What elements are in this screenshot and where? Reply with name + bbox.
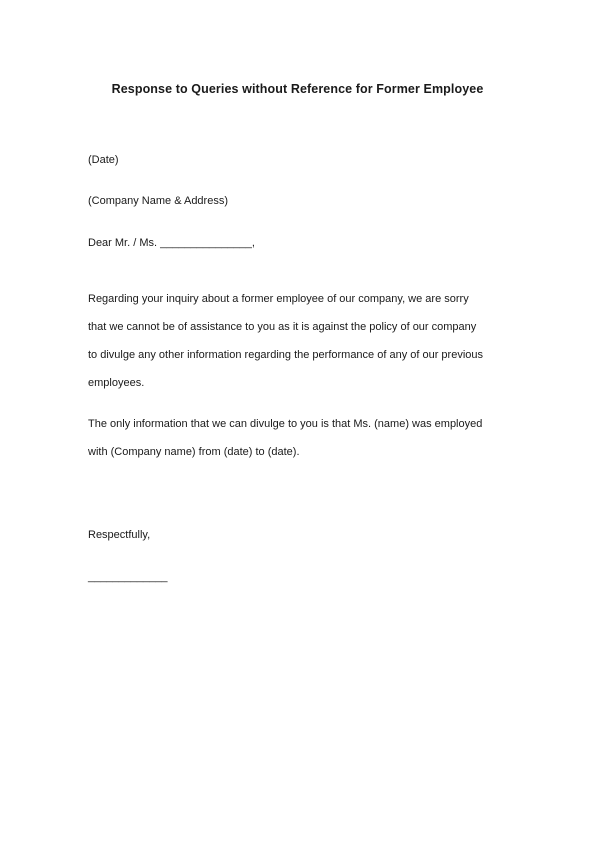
- paragraph-line: to divulge any other information regarding the performance of any of our previous: [88, 349, 484, 361]
- date-line: (Date): [88, 154, 119, 166]
- paragraph-line: Regarding your inquiry about a former employee of our company, we are sorry: [88, 293, 469, 305]
- paragraph-line: that we cannot be of assistance to you as it is against the policy of our company: [88, 321, 477, 333]
- closing: Respectfully,: [88, 529, 151, 541]
- letter-title: Response to Queries without Reference for Former Employee: [111, 82, 484, 96]
- body-paragraph-1: [88, 292, 518, 404]
- paragraph-line: with (Company name) from (date) to (date).: [88, 446, 300, 458]
- company-line: (Company Name & Address): [88, 195, 228, 207]
- signature-line: _____________: [88, 571, 168, 583]
- paragraph-line: employees.: [88, 377, 145, 389]
- salutation: Dear Mr. / Ms. _______________,: [88, 237, 255, 249]
- body-paragraph-2: [88, 417, 518, 473]
- paragraph-line: The only information that we can divulge to you is that Ms. (name) was employed: [88, 418, 483, 430]
